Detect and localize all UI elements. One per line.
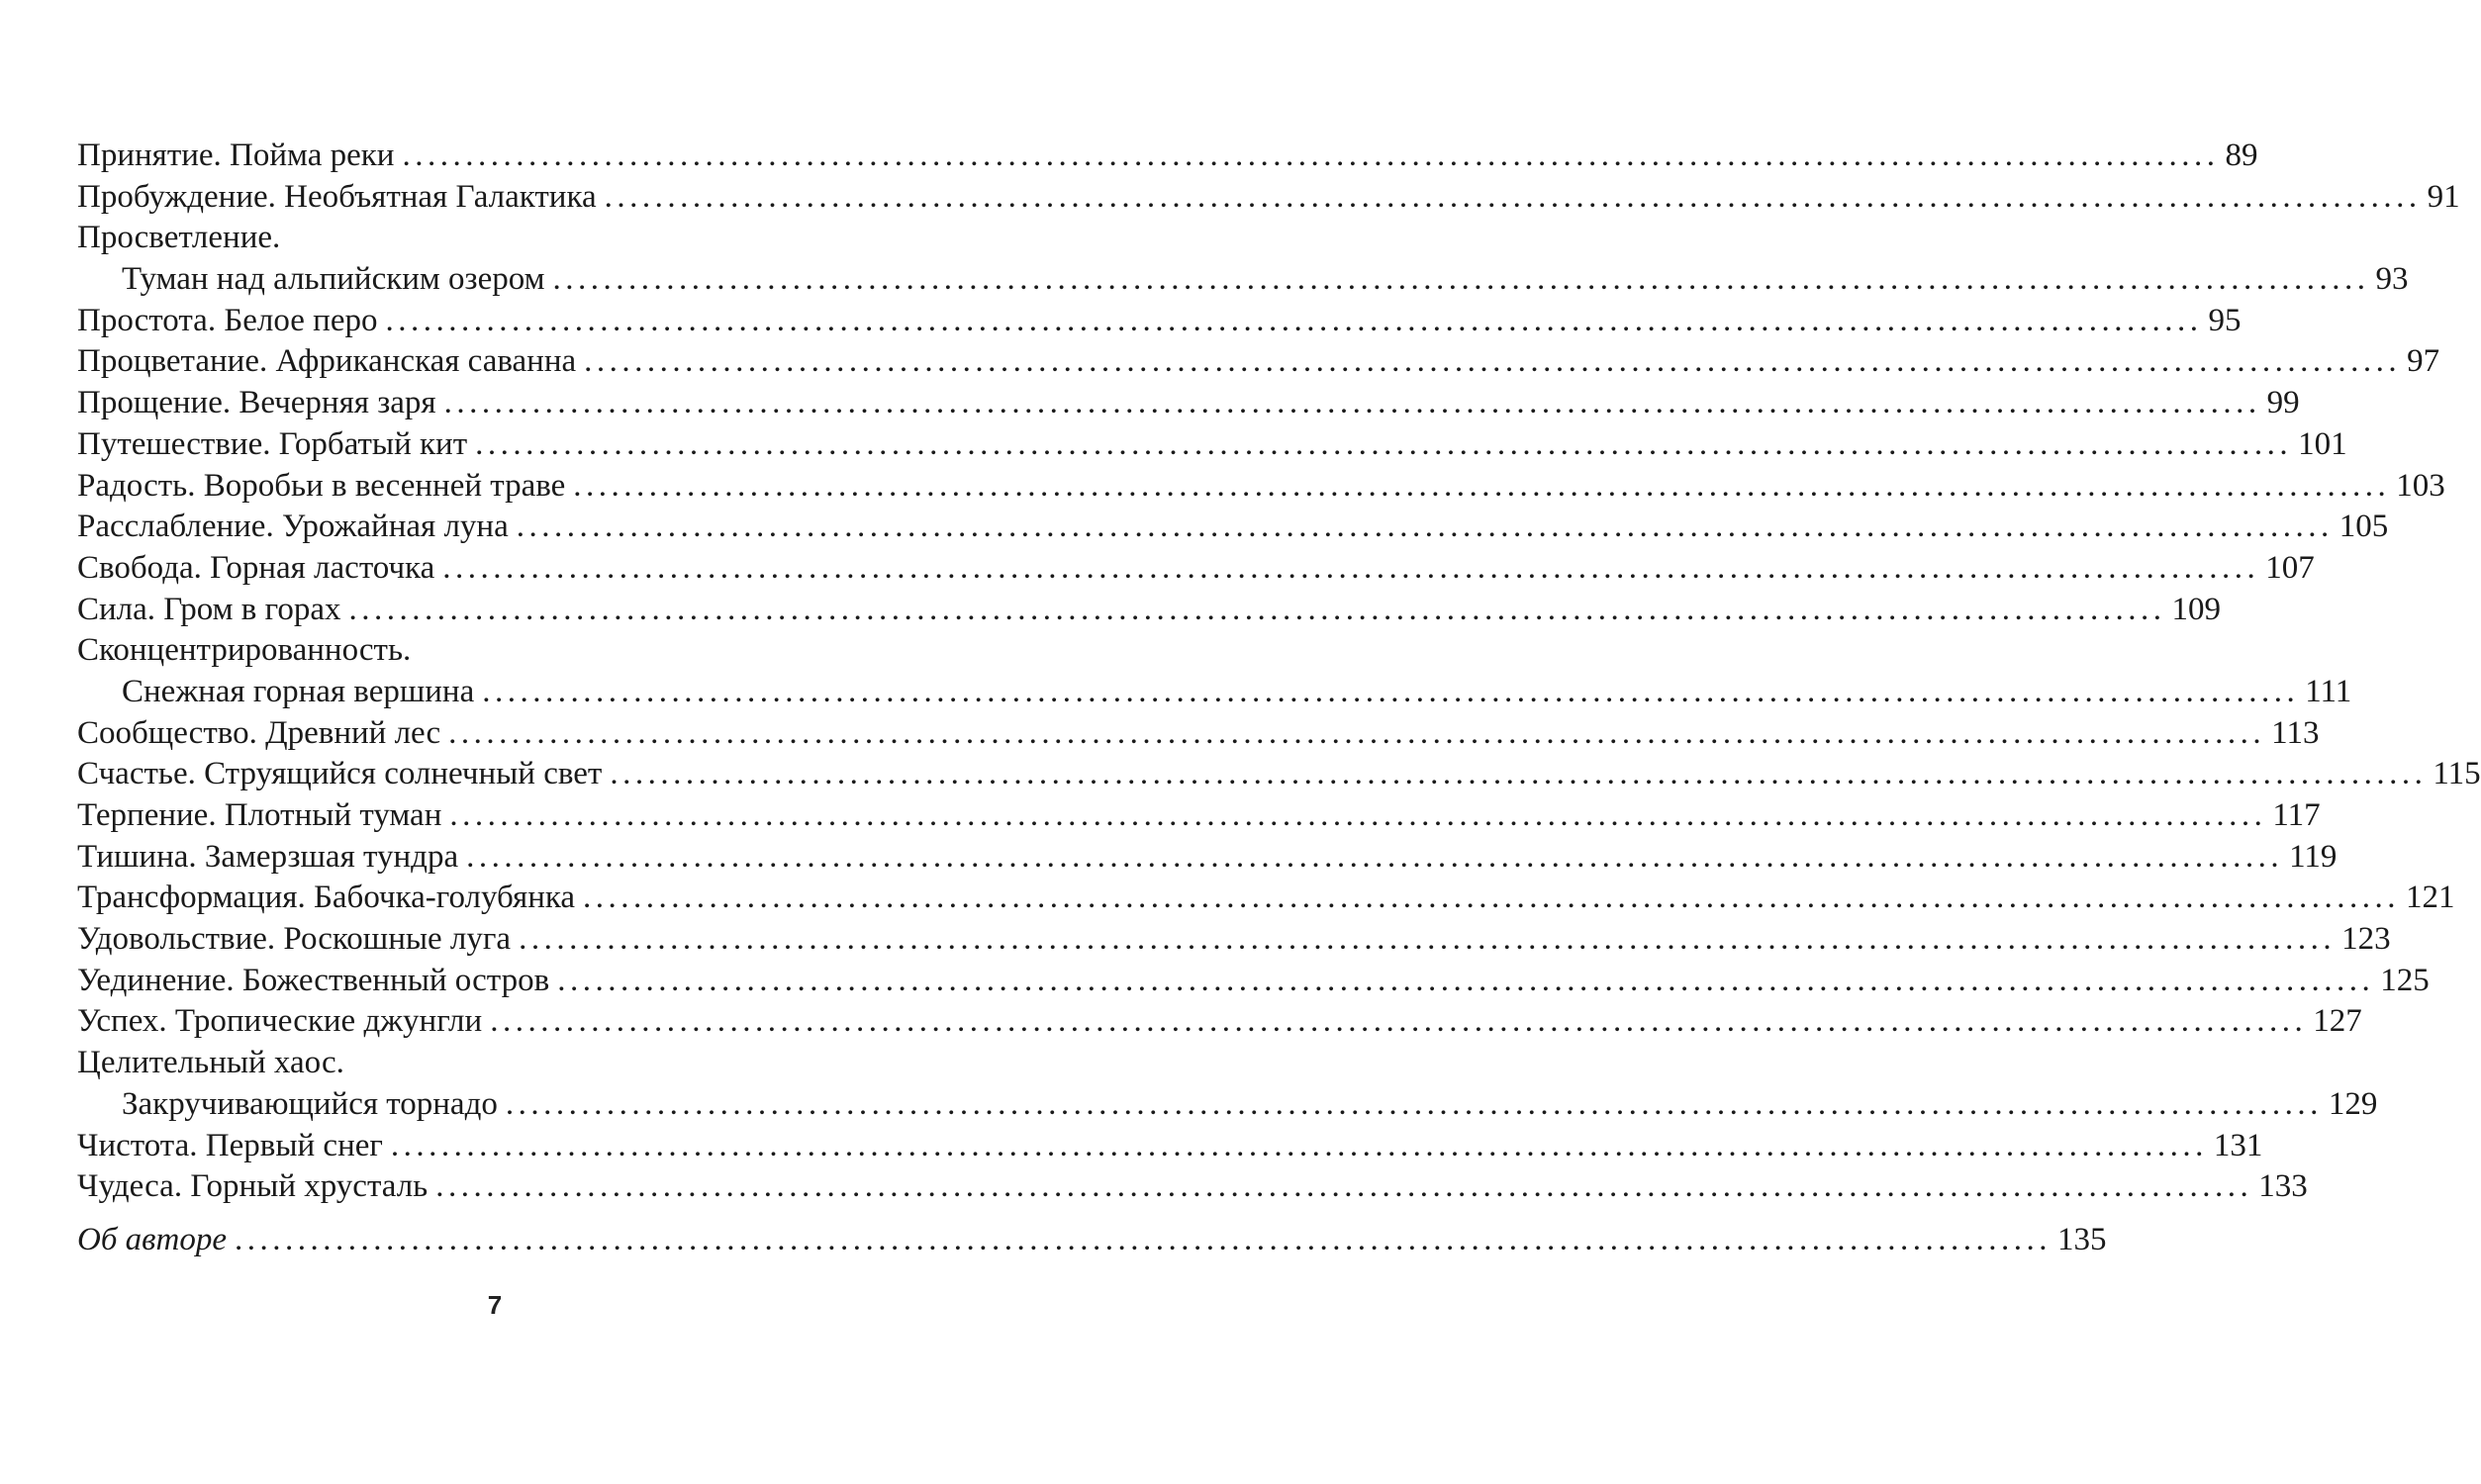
toc-entry (77, 341, 2440, 383)
toc-entry-heading (77, 1043, 837, 1084)
dot-leader: ................................................................................................................................................ (435, 1168, 2253, 1205)
toc-entry (77, 466, 2445, 508)
toc-entry (77, 961, 2430, 1002)
dot-leader: ................................................................................................................................................ (519, 921, 2337, 958)
toc-entry-title: Сила. Гром в горах (77, 591, 341, 627)
toc-entry-page: 111 (2305, 673, 2352, 709)
dot-leader: ................................................................................................................................................ (557, 962, 2375, 998)
toc-entry-continuation (77, 1084, 2378, 1126)
toc-entry-page: 95 (2208, 302, 2242, 338)
toc-entry (77, 136, 2258, 177)
dot-leader: ................................................................................................................................................ (442, 549, 2260, 586)
toc-entry-page: 135 (2056, 1221, 2107, 1257)
toc-entry-title: Терпение. Плотный туман (77, 797, 442, 833)
toc-entry-page: 91 (2427, 178, 2460, 215)
toc-entry (77, 548, 2315, 590)
toc-entry-title: Закручивающийся торнадо (122, 1085, 498, 1122)
dot-leader: ................................................................................................................................................ (573, 467, 2391, 504)
toc-entry-title: Уединение. Божественный остров (77, 962, 550, 998)
toc-entry-page: 97 (2407, 343, 2440, 380)
toc-entry-title: Сконцентрированность. (77, 632, 412, 669)
toc-entry (77, 1001, 2362, 1043)
dot-leader: ................................................................................................................................................ (482, 673, 2300, 709)
toc-entry-about (77, 1220, 2107, 1261)
toc-entry-title: Трансформация. Бабочка-голубянка (77, 880, 576, 916)
toc-entry-page: 121 (2406, 880, 2455, 916)
toc-entry-title: Туман над альпийским озером (122, 261, 545, 298)
toc-entry-page: 131 (2213, 1127, 2263, 1163)
toc-entry-title: Принятие. Пойма реки (77, 138, 395, 173)
toc-entry-page: 129 (2328, 1085, 2378, 1122)
toc-entry-title: Удовольствие. Роскошные луга (77, 921, 512, 958)
toc-entry-title: Пробуждение. Необъятная Галактика (77, 178, 597, 215)
toc-entry-title: Путешествие. Горбатый кит (77, 425, 468, 462)
dot-leader: ................................................................................................................................................ (505, 1085, 2323, 1122)
toc-entry (77, 383, 2300, 424)
toc-entry (77, 1166, 2308, 1208)
toc-entry (77, 507, 2389, 548)
dot-leader: ................................................................................................................................................ (552, 261, 2370, 298)
toc-entry-continuation (77, 672, 2352, 713)
toc-entry (77, 919, 2391, 961)
toc-entry-title: Простота. Белое перо (77, 302, 378, 338)
dot-leader: ................................................................................................................................................ (466, 838, 2284, 875)
dot-leader: ................................................................................................................................................ (490, 1003, 2308, 1040)
toc-entry-title: Целительный хаос. (77, 1045, 344, 1081)
toc-entry (77, 837, 2338, 879)
toc-entry-title: Счастье. Струящийся солнечный свет (77, 756, 603, 792)
toc-entry-title: Сообщество. Древний лес (77, 714, 441, 751)
toc-entry-title: Чудеса. Горный хрусталь (77, 1168, 429, 1205)
toc-entry-page: 133 (2258, 1168, 2308, 1205)
toc-entry-page: 109 (2171, 591, 2221, 627)
toc-entry (77, 713, 2320, 755)
toc-entry-title: Успех. Тропические джунгли (77, 1003, 483, 1040)
dot-leader: ................................................................................................................................................ (390, 1127, 2208, 1163)
toc-entry (77, 754, 2481, 795)
toc-entry (77, 1126, 2263, 1167)
toc-entry-page: 119 (2289, 838, 2338, 875)
toc-entry-title: Об авторе (77, 1221, 227, 1257)
toc-entry-page: 99 (2266, 385, 2300, 421)
toc-entry-page: 127 (2313, 1003, 2362, 1040)
toc-entry-page: 93 (2375, 261, 2409, 298)
toc-entry-page: 123 (2341, 921, 2391, 958)
toc-entry (77, 795, 2321, 837)
toc-entry (77, 301, 2242, 342)
toc-entry-title: Радость. Воробьи в весенней траве (77, 467, 566, 504)
toc-entry-page: 115 (2433, 756, 2481, 792)
toc-entry-title: Расслабление. Урожайная луна (77, 509, 509, 545)
dot-leader: ................................................................................................................................................ (604, 178, 2422, 215)
toc-entry-continuation (77, 259, 2409, 301)
toc-entry-page: 89 (2225, 138, 2258, 173)
toc-entry-page: 107 (2265, 549, 2315, 586)
toc-entry-title: Снежная горная вершина (122, 673, 475, 709)
toc-entry-title: Чистота. Первый снег (77, 1127, 383, 1163)
toc-entry (77, 878, 2455, 919)
dot-leader: ................................................................................................................................................ (348, 591, 2166, 627)
dot-leader: ................................................................................................................................................ (475, 425, 2293, 462)
toc-entry-title: Свобода. Горная ласточка (77, 549, 435, 586)
table-of-contents (77, 136, 2481, 1261)
toc-entry-heading (77, 218, 837, 259)
toc-entry-page: 101 (2298, 425, 2347, 462)
toc-entry-page: 113 (2271, 714, 2320, 751)
dot-leader: ................................................................................................................................................ (385, 302, 2203, 338)
toc-entry-title: Тишина. Замерзшая тундра (77, 838, 459, 875)
dot-leader: ................................................................................................................................................ (234, 1221, 2052, 1257)
toc-entry (77, 590, 2221, 631)
dot-leader: ................................................................................................................................................ (448, 714, 2266, 751)
dot-leader: ................................................................................................................................................ (584, 343, 2402, 380)
dot-leader: ................................................................................................................................................ (516, 509, 2334, 545)
toc-entry-title: Прощение. Вечерняя заря (77, 385, 436, 421)
dot-leader: ................................................................................................................................................ (610, 756, 2428, 792)
dot-leader: ................................................................................................................................................ (402, 138, 2220, 173)
toc-entry-page: 103 (2396, 467, 2445, 504)
dot-leader: ................................................................................................................................................ (583, 880, 2401, 916)
toc-entry-page: 105 (2338, 509, 2389, 545)
toc-entry-page: 125 (2380, 962, 2430, 998)
dot-leader: ................................................................................................................................................ (443, 385, 2261, 421)
toc-entry-title: Просветление. (77, 220, 281, 256)
page-number: 7 (487, 1290, 503, 1320)
toc-entry (77, 177, 2460, 219)
toc-entry-title: Процветание. Африканская саванна (77, 343, 577, 380)
toc-entry-page: 117 (2272, 797, 2321, 833)
dot-leader: ................................................................................................................................................ (449, 797, 2267, 833)
toc-entry-heading (77, 630, 837, 672)
toc-entry (77, 424, 2347, 466)
